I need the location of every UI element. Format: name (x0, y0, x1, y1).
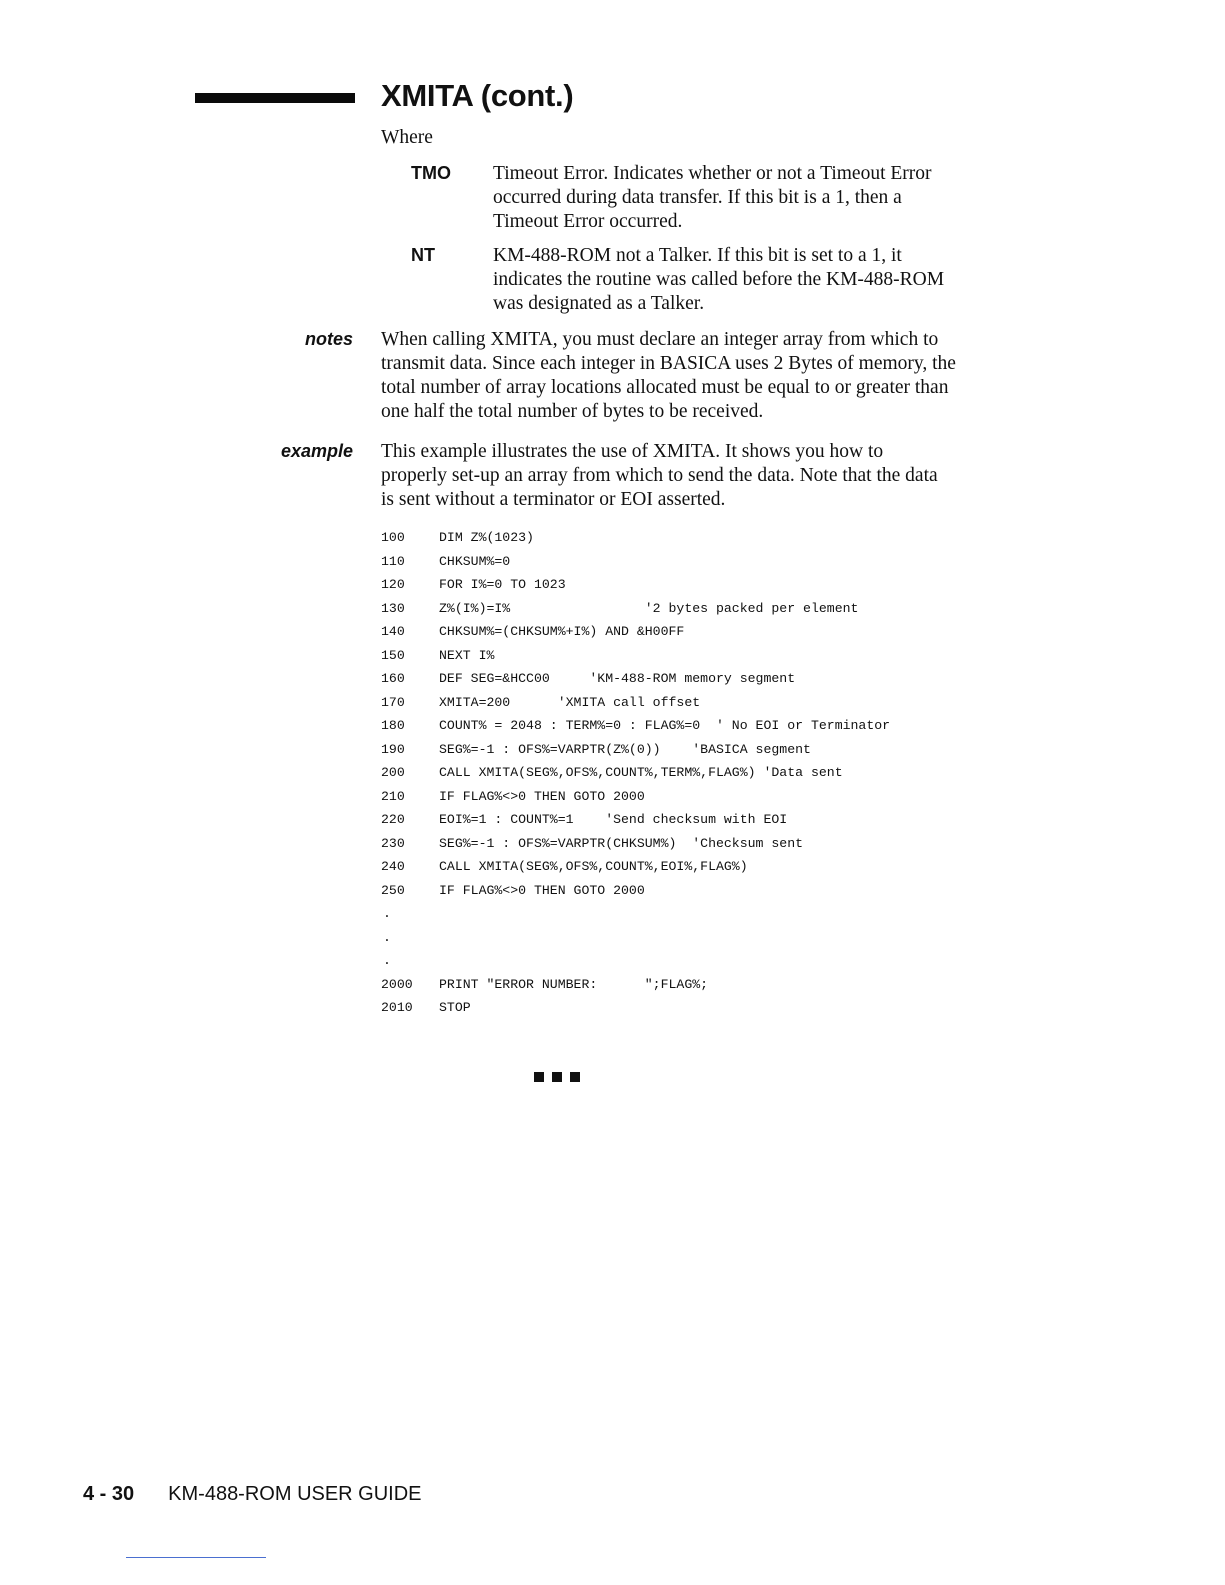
guide-title: KM-488-ROM USER GUIDE (168, 1483, 422, 1505)
line-number: 170 (381, 694, 405, 710)
code-text: FOR I%=0 TO 1023 (439, 577, 566, 592)
example-line: This example illustrates the use of XMITA. It shows you how to (381, 441, 884, 462)
code-text: Z%(I%)=I% '2 bytes packed per element (439, 600, 859, 616)
line-number: 180 (381, 718, 405, 733)
end-of-section-marker (534, 1072, 580, 1082)
notes-line: total number of array locations allocated must be equal to or greater than (381, 377, 949, 398)
code-text: SEG%=-1 : OFS%=VARPTR(Z%(0)) 'BASICA segment (439, 741, 811, 757)
definition-line: Timeout Error occurred. (493, 211, 683, 232)
code-line (381, 667, 890, 691)
code-line (381, 714, 890, 738)
code-ellipsis: . (383, 929, 391, 945)
definition-term: NT (411, 245, 435, 265)
definition-description (493, 244, 1013, 316)
line-number: 220 (381, 812, 405, 827)
example-label: example (280, 441, 353, 461)
line-number: 100 (381, 530, 405, 545)
code-line (381, 761, 890, 785)
bottom-edge-line (126, 1557, 266, 1558)
code-text: DIM Z%(1023) (439, 530, 534, 545)
example-line: properly set-up an array from which to send the data. Note that the data (381, 465, 938, 486)
where-label: Where (381, 127, 433, 148)
end-square-icon (552, 1072, 562, 1082)
definition-line: was designated as a Talker. (493, 293, 705, 314)
code-ellipsis: . (383, 906, 391, 921)
definition-line: indicates the routine was called before the KM-488-ROM (493, 269, 945, 290)
code-line (381, 738, 890, 762)
end-square-icon (570, 1072, 580, 1082)
code-text: CHKSUM%=(CHKSUM%+I%) AND &H00FF (439, 624, 685, 639)
code-ellipsis: . (383, 953, 391, 968)
code-text: PRINT "ERROR NUMBER: ";FLAG%; (439, 976, 709, 992)
notes-line: one half the total number of bytes to be received. (381, 401, 764, 422)
definition-line: KM-488-ROM not a Talker. If this bit is set to a 1, it (493, 245, 902, 266)
definition-term: TMO (411, 163, 451, 183)
end-square-icon (534, 1072, 544, 1082)
code-line (381, 785, 890, 809)
definition-nt (381, 244, 1041, 316)
definition-line: occurred during data transfer. If this bit is a 1, then a (493, 187, 902, 208)
code-text: DEF SEG=&HCC00 'KM-488-ROM memory segment (439, 671, 796, 686)
code-line (381, 996, 890, 1020)
line-number: 240 (381, 859, 405, 874)
example-paragraph (381, 440, 1031, 512)
code-text: NEXT I% (439, 647, 495, 663)
code-text: CALL XMITA(SEG%,OFS%,COUNT%,TERM%,FLAG%) 'Data sent (439, 765, 843, 780)
notes-paragraph (381, 328, 1031, 424)
line-number: 200 (381, 765, 405, 780)
line-number: 120 (381, 577, 405, 592)
code-line (381, 808, 890, 832)
code-text: STOP (439, 1000, 471, 1015)
code-line (381, 573, 890, 597)
page-footer (83, 1483, 422, 1506)
code-line (381, 855, 890, 879)
line-number: 2010 (381, 1000, 413, 1015)
page-title: XMITA (cont.) (381, 78, 574, 113)
line-number: 150 (381, 647, 405, 663)
line-number: 210 (381, 788, 405, 804)
code-line (381, 620, 890, 644)
code-text: XMITA=200 'XMITA call offset (439, 694, 701, 710)
code-line (381, 526, 890, 550)
section-rule (195, 93, 355, 103)
line-number: 230 (381, 835, 405, 851)
code-line (381, 644, 890, 668)
code-text: IF FLAG%<>0 THEN GOTO 2000 (439, 788, 645, 804)
code-line (381, 832, 890, 856)
definition-line: Timeout Error. Indicates whether or not a Timeout Error (493, 163, 932, 184)
code-text: IF FLAG%<>0 THEN GOTO 2000 (439, 882, 645, 898)
line-number: 110 (381, 553, 405, 569)
notes-line: transmit data. Since each integer in BASICA uses 2 Bytes of memory, the (381, 353, 956, 374)
example-line: is sent without a terminator or EOI asserted. (381, 489, 726, 510)
line-number: 130 (381, 600, 405, 616)
code-text: COUNT% = 2048 : TERM%=0 : FLAG%=0 ' No EOI or Terminator (439, 718, 891, 733)
code-text: CALL XMITA(SEG%,OFS%,COUNT%,EOI%,FLAG%) (439, 859, 748, 874)
code-line (381, 973, 890, 997)
code-text: SEG%=-1 : OFS%=VARPTR(CHKSUM%) 'Checksum sent (439, 835, 804, 851)
line-number: 2000 (381, 976, 413, 992)
code-line (381, 550, 890, 574)
line-number: 190 (381, 741, 405, 757)
notes-label: notes (304, 329, 353, 349)
definition-description (493, 162, 1013, 234)
code-line (381, 879, 890, 903)
code-line (381, 597, 890, 621)
page-number: 4 - 30 (83, 1483, 135, 1505)
line-number: 160 (381, 671, 405, 686)
code-text: EOI%=1 : COUNT%=1 'Send checksum with EOI (439, 812, 788, 827)
code-text: CHKSUM%=0 (439, 553, 511, 569)
code-listing (381, 526, 890, 1020)
definition-list (381, 162, 1041, 326)
definition-tmo (381, 162, 1041, 234)
notes-line: When calling XMITA, you must declare an integer array from which to (381, 329, 939, 350)
line-number: 250 (381, 882, 405, 898)
code-line (381, 691, 890, 715)
line-number: 140 (381, 624, 405, 639)
